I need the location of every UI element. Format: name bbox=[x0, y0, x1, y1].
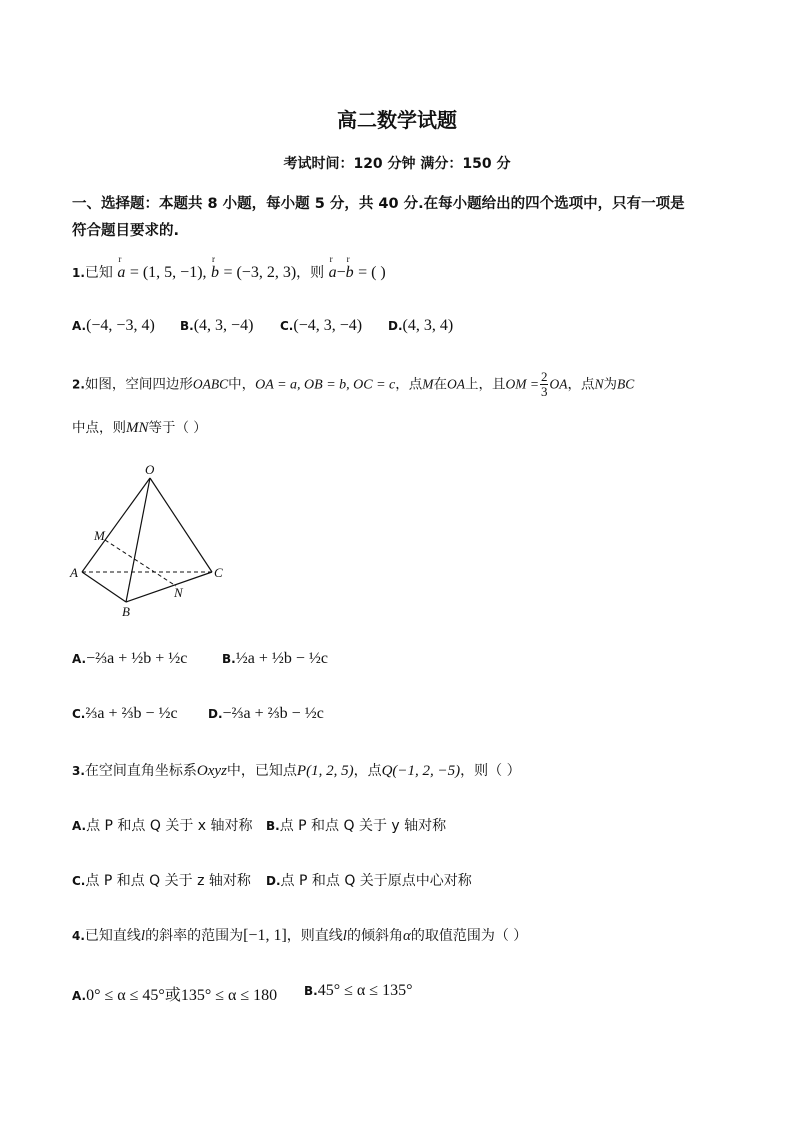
q2-seg-oa: OA bbox=[447, 376, 465, 392]
vector-a: r a bbox=[117, 254, 126, 281]
label-n: N bbox=[174, 585, 183, 600]
q2-text-b: 中， bbox=[228, 376, 256, 393]
question-1 bbox=[72, 254, 386, 282]
q2-text-f: ，点 bbox=[567, 376, 595, 393]
q4-option-a-value: 0° ≤ α ≤ 45°或135° ≤ α ≤ 180 bbox=[86, 987, 278, 1004]
q2-option-c-value: ⅔a + ⅔b − ½c bbox=[85, 705, 178, 722]
q1-option-c[interactable] bbox=[280, 317, 362, 335]
q2-option-b-label: B. bbox=[222, 652, 236, 666]
tetrahedron-figure bbox=[66, 462, 236, 622]
q1-option-c-value: (−4, 3, −4) bbox=[293, 317, 363, 334]
question-4 bbox=[72, 925, 527, 945]
q3-option-d-label: D. bbox=[266, 874, 281, 888]
q1-option-c-label: C. bbox=[280, 319, 294, 333]
question-3 bbox=[72, 760, 521, 780]
q3-option-a[interactable] bbox=[72, 815, 253, 835]
question-1-tail: = ( ) bbox=[358, 264, 386, 281]
q1-option-d[interactable] bbox=[388, 317, 453, 335]
label-o: O bbox=[145, 462, 155, 477]
q2-option-d-value: −⅔a + ⅔b − ½c bbox=[222, 705, 324, 722]
q2-point-m: M bbox=[422, 376, 434, 392]
q1-option-a-label: A. bbox=[72, 319, 87, 333]
q3-option-d-value: 点 P 和点 Q 关于原点中心对称 bbox=[280, 873, 472, 889]
q2-seg-bc: BC bbox=[617, 376, 635, 392]
q3-text-c: ，点 bbox=[353, 763, 382, 779]
q2-vector-defs: OA = a, OB = b, OC = c bbox=[255, 377, 396, 393]
question-1-pre: 已知 bbox=[84, 265, 113, 281]
q4-option-a[interactable] bbox=[72, 982, 277, 1005]
q2-option-b-value: ½a + ½b − ½c bbox=[235, 650, 328, 667]
edge-oc bbox=[150, 478, 212, 572]
vector-a-value: = (1, 5, −1), bbox=[129, 264, 207, 281]
section-heading-line1: 一、选择题：本题共 8 小题，每小题 5 分，共 40 分.在每小题给出的四个选项中，只有一项是 bbox=[72, 196, 685, 212]
q1-option-d-label: D. bbox=[388, 319, 403, 333]
vector-a-2: r a bbox=[328, 254, 337, 281]
q2-quad: OABC bbox=[192, 376, 229, 392]
q4-option-b[interactable] bbox=[304, 982, 412, 1000]
q3-text-d: ，则（ ） bbox=[460, 763, 521, 779]
q4-text-d: 的倾斜角 bbox=[346, 928, 403, 944]
q2-text-g: 为 bbox=[603, 376, 617, 393]
question-1-ask: ，则 bbox=[296, 265, 325, 281]
fraction-two-thirds: $\frac{2}{3}$ bbox=[540, 369, 548, 399]
q2-text-e: 上，且 bbox=[465, 376, 506, 393]
q3-sys: Oxyz bbox=[196, 763, 227, 779]
q2-option-a-label: A. bbox=[72, 652, 87, 666]
q4-range: [−1, 1] bbox=[243, 927, 287, 944]
q2-text-d: 在 bbox=[433, 376, 447, 393]
q2-option-c[interactable] bbox=[72, 705, 178, 723]
question-4-number: 4. bbox=[72, 929, 85, 943]
q2-text-line2b: 等于（ ） bbox=[148, 420, 207, 436]
q3-option-c[interactable] bbox=[72, 870, 251, 890]
q1-option-b[interactable] bbox=[180, 317, 253, 335]
label-m: M bbox=[94, 528, 105, 543]
q4-line-l-2: l bbox=[342, 928, 347, 944]
question-2-line1 bbox=[72, 370, 634, 399]
edge-oa bbox=[82, 478, 150, 572]
q2-text-line2a: 中点，则 bbox=[72, 420, 126, 436]
q4-option-b-label: B. bbox=[304, 984, 318, 998]
label-c: C bbox=[214, 565, 223, 580]
question-3-number: 3. bbox=[72, 764, 85, 778]
q3-option-c-label: C. bbox=[72, 874, 86, 888]
edge-ob bbox=[126, 478, 150, 602]
question-2-number: 2. bbox=[72, 377, 85, 392]
q4-option-b-value: 45° ≤ α ≤ 135° bbox=[317, 982, 413, 999]
q3-text-b: 中，已知点 bbox=[226, 763, 297, 779]
segment-mn bbox=[105, 540, 176, 586]
q4-option-a-label: A. bbox=[72, 989, 87, 1003]
q3-option-b-label: B. bbox=[266, 819, 280, 833]
edge-bc bbox=[126, 572, 212, 602]
q2-option-a-value: −⅔a + ½b + ½c bbox=[86, 650, 188, 667]
exam-info: 考试时间：120 分钟 满分：150 分 bbox=[283, 156, 511, 172]
vector-b-2: r b bbox=[345, 254, 354, 281]
q2-option-d-label: D. bbox=[208, 707, 223, 721]
q2-option-b[interactable] bbox=[222, 650, 328, 668]
q3-point-q: Q(−1, 2, −5) bbox=[381, 763, 461, 779]
q3-text-a: 在空间直角坐标系 bbox=[84, 763, 197, 779]
label-a: A bbox=[70, 565, 78, 580]
q1-option-b-label: B. bbox=[180, 319, 194, 333]
q3-option-a-label: A. bbox=[72, 819, 87, 833]
q4-text-e: 的取值范围为（ ） bbox=[410, 928, 528, 944]
edge-ab bbox=[82, 572, 126, 602]
vector-b: r b bbox=[210, 254, 219, 281]
section-heading-line2: 符合题目要求的. bbox=[72, 223, 180, 239]
q2-om: OM = bbox=[505, 376, 539, 392]
q4-text-a: 已知直线 bbox=[84, 928, 141, 944]
q3-option-b-value: 点 P 和点 Q 关于 y 轴对称 bbox=[279, 818, 447, 834]
question-1-number: 1. bbox=[72, 266, 85, 280]
page-title: 高二数学试题 bbox=[337, 108, 457, 132]
vector-b-value: = (−3, 2, 3) bbox=[223, 264, 297, 281]
q3-option-b[interactable] bbox=[266, 815, 446, 835]
q3-option-a-value: 点 P 和点 Q 关于 x 轴对称 bbox=[86, 818, 253, 834]
q1-option-b-value: (4, 3, −4) bbox=[193, 317, 254, 334]
q2-option-d[interactable] bbox=[208, 705, 324, 723]
q1-option-d-value: (4, 3, 4) bbox=[402, 317, 454, 334]
question-2-line2 bbox=[72, 416, 207, 437]
q2-mn: MN bbox=[126, 420, 149, 436]
q2-option-a[interactable] bbox=[72, 650, 187, 668]
q3-point-p: P(1, 2, 5) bbox=[296, 763, 354, 779]
q3-option-c-value: 点 P 和点 Q 关于 z 轴对称 bbox=[85, 873, 251, 889]
q1-option-a[interactable] bbox=[72, 317, 155, 335]
label-b: B bbox=[122, 604, 130, 619]
q4-alpha: α bbox=[402, 928, 411, 944]
q2-text-c: ，点 bbox=[395, 376, 423, 393]
q2-option-c-label: C. bbox=[72, 707, 86, 721]
q4-text-b: 的斜率的范围为 bbox=[145, 928, 244, 944]
minus-sign: − bbox=[336, 264, 346, 281]
q2-point-n: N bbox=[594, 376, 604, 392]
q3-option-d[interactable] bbox=[266, 870, 472, 890]
q4-line-l: l bbox=[140, 928, 146, 944]
q1-option-a-value: (−4, −3, 4) bbox=[86, 317, 155, 334]
q2-text-a: 如图，空间四边形 bbox=[84, 376, 193, 393]
q2-oa: OA bbox=[549, 376, 568, 392]
q4-text-c: ，则直线 bbox=[286, 928, 343, 944]
